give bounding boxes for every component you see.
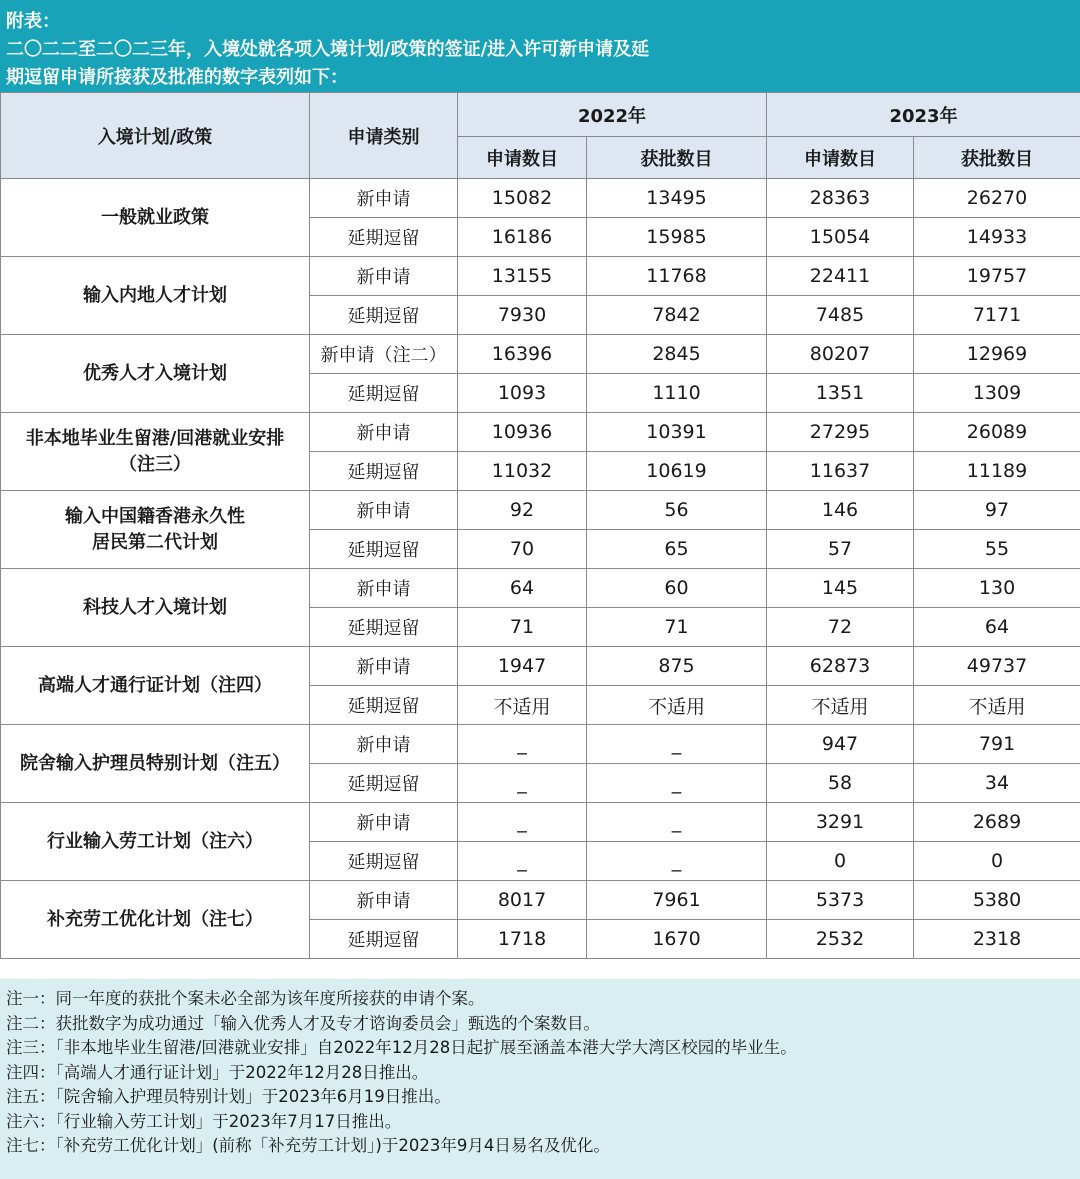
applied-2022-cell: 1718 [458,920,587,959]
header-approved-2022: 获批数目 [587,137,767,179]
header-approved-2023: 获批数目 [914,137,1080,179]
program-name: 院舍输入护理员特别计划（注五） [20,752,290,774]
applied-2022-cell: 7930 [458,296,587,335]
approved-2023-cell: 7171 [914,296,1080,335]
approved-2023-cell: 130 [914,569,1080,608]
category-cell: 新申请 [310,491,458,530]
applied-2023-cell: 28363 [767,179,914,218]
category-cell: 新申请 [310,413,458,452]
applied-2022-cell: 不适用 [458,686,587,725]
header-applied-2023: 申请数目 [767,137,914,179]
approved-2022-cell: _ [587,725,767,764]
approved-2022-cell: 56 [587,491,767,530]
program-name: 输入中国籍香港永久性 [65,505,245,527]
applied-2022-cell: 10936 [458,413,587,452]
applied-2023-cell: 72 [767,608,914,647]
approved-2022-cell: 15985 [587,218,767,257]
category-cell: 延期逗留 [310,452,458,491]
approved-2023-cell: 26089 [914,413,1080,452]
approved-2022-cell: _ [587,803,767,842]
applied-2022-cell: 13155 [458,257,587,296]
table-row [1,257,1080,296]
approved-2022-cell: _ [587,764,767,803]
applied-2023-cell: 145 [767,569,914,608]
category-cell: 延期逗留 [310,374,458,413]
applied-2023-cell: 58 [767,764,914,803]
category-cell: 延期逗留 [310,920,458,959]
program-cell [1,491,310,569]
table-row [1,725,1080,764]
approved-2022-cell: 65 [587,530,767,569]
approved-2022-cell: 2845 [587,335,767,374]
applied-2023-cell: 1351 [767,374,914,413]
program-note: （注三） [119,453,191,475]
category-cell: 延期逗留 [310,764,458,803]
program-cell [1,725,310,803]
program-name: 优秀人才入境计划 [83,362,227,384]
footnote: 注六：「行业输入劳工计划」于2023年7月17日推出。 [6,1111,402,1131]
table-row [1,803,1080,842]
applied-2023-cell: 947 [767,725,914,764]
applied-2023-cell: 57 [767,530,914,569]
footnote: 注二：获批数字为成功通过「输入优秀人才及专才谘询委员会」甄选的个案数目。 [6,1013,600,1033]
program-cell [1,647,310,725]
approved-2022-cell: 1110 [587,374,767,413]
applied-2023-cell: 80207 [767,335,914,374]
footnotes [0,979,1080,1179]
header-year-2022: 2022年 [458,93,767,137]
applied-2022-cell: 11032 [458,452,587,491]
caption-line-2: 二〇二二至二〇二三年，入境处就各项入境计划/政策的签证/进入许可新申请及延 [6,39,650,60]
category-cell: 延期逗留 [310,530,458,569]
approved-2022-cell: 13495 [587,179,767,218]
applied-2022-cell: 16186 [458,218,587,257]
applied-2023-cell: 2532 [767,920,914,959]
program-cell [1,413,310,491]
program-cell [1,179,310,257]
approved-2023-cell: 2318 [914,920,1080,959]
program-name: 补充劳工优化计划（注七） [47,908,263,930]
category-cell: 新申请 [310,179,458,218]
applied-2022-cell: 1093 [458,374,587,413]
footnote: 注一：同一年度的获批个案未必全部为该年度所接获的申请个案。 [6,989,485,1008]
header-applied-2022: 申请数目 [458,137,587,179]
applied-2022-cell: 15082 [458,179,587,218]
table-row [1,491,1080,530]
approved-2022-cell: 11768 [587,257,767,296]
category-cell: 新申请 [310,257,458,296]
applied-2023-cell: 11637 [767,452,914,491]
program-name: 输入内地人才计划 [83,284,227,306]
footnote: 注五：「院舍输入护理员特别计划」于2023年6月19日推出。 [6,1087,451,1106]
approved-2022-cell: 不适用 [587,686,767,725]
applied-2023-cell: 不适用 [767,686,914,725]
table-caption [0,0,1080,92]
approved-2022-cell: 7961 [587,881,767,920]
header-program: 入境计划/政策 [1,93,310,179]
program-cell [1,335,310,413]
approved-2023-cell: 0 [914,842,1080,881]
approved-2023-cell: 不适用 [914,686,1080,725]
approved-2023-cell: 12969 [914,335,1080,374]
approved-2023-cell: 2689 [914,803,1080,842]
category-cell: 新申请（注二） [310,335,458,374]
approved-2023-cell: 11189 [914,452,1080,491]
program-cell [1,803,310,881]
approved-2022-cell: 71 [587,608,767,647]
approved-2022-cell: 1670 [587,920,767,959]
applied-2022-cell: 1947 [458,647,587,686]
approved-2023-cell: 49737 [914,647,1080,686]
applied-2023-cell: 27295 [767,413,914,452]
applied-2023-cell: 62873 [767,647,914,686]
category-cell: 新申请 [310,647,458,686]
approved-2022-cell: 875 [587,647,767,686]
footnote: 注三：「非本地毕业生留港/回港就业安排」自2022年12月28日起扩展至涵盖本港大学大湾区校园的毕业生。 [6,1038,797,1057]
footnote: 注四：「高端人才通行证计划」于2022年12月28日推出。 [6,1062,429,1082]
applied-2023-cell: 3291 [767,803,914,842]
category-cell: 新申请 [310,803,458,842]
applied-2022-cell: 92 [458,491,587,530]
applied-2022-cell: _ [458,725,587,764]
approved-2023-cell: 791 [914,725,1080,764]
applied-2023-cell: 15054 [767,218,914,257]
applied-2023-cell: 146 [767,491,914,530]
category-cell: 延期逗留 [310,218,458,257]
table-row [1,335,1080,374]
applied-2022-cell: 8017 [458,881,587,920]
category-cell: 延期逗留 [310,842,458,881]
approved-2022-cell: 10619 [587,452,767,491]
footnote: 注七：「补充劳工优化计划」(前称「补充劳工计划」)于2023年9月4日易名及优化。 [6,1136,610,1155]
program-note: 居民第二代计划 [92,531,218,553]
category-cell: 新申请 [310,569,458,608]
table-row [1,413,1080,452]
category-cell: 延期逗留 [310,686,458,725]
caption-line-1: 附表： [6,11,60,32]
approved-2023-cell: 1309 [914,374,1080,413]
applied-2023-cell: 7485 [767,296,914,335]
applied-2022-cell: _ [458,803,587,842]
caption-line-3: 期逗留申请所接获及批准的数字表列如下： [6,67,348,88]
table-row [1,881,1080,920]
statistics-table [0,92,1080,959]
category-cell: 新申请 [310,881,458,920]
program-cell [1,257,310,335]
category-cell: 延期逗留 [310,296,458,335]
approved-2023-cell: 19757 [914,257,1080,296]
applied-2022-cell: _ [458,842,587,881]
program-name: 行业输入劳工计划（注六） [47,830,263,852]
applied-2023-cell: 22411 [767,257,914,296]
program-cell [1,569,310,647]
program-name: 高端人才通行证计划（注四） [38,674,272,696]
program-name: 非本地毕业生留港/回港就业安排 [25,427,285,449]
program-name: 科技人才入境计划 [83,596,227,618]
program-name: 一般就业政策 [101,206,209,228]
applied-2022-cell: 70 [458,530,587,569]
approved-2022-cell: 7842 [587,296,767,335]
approved-2023-cell: 34 [914,764,1080,803]
applied-2022-cell: 71 [458,608,587,647]
applied-2022-cell: 16396 [458,335,587,374]
table-row [1,179,1080,218]
table-row [1,569,1080,608]
approved-2022-cell: 60 [587,569,767,608]
approved-2023-cell: 97 [914,491,1080,530]
program-cell [1,881,310,959]
header-category: 申请类别 [310,93,458,179]
approved-2022-cell: 10391 [587,413,767,452]
table-row [1,647,1080,686]
applied-2022-cell: _ [458,764,587,803]
applied-2022-cell: 64 [458,569,587,608]
approved-2023-cell: 5380 [914,881,1080,920]
category-cell: 延期逗留 [310,608,458,647]
approved-2023-cell: 26270 [914,179,1080,218]
category-cell: 新申请 [310,725,458,764]
applied-2023-cell: 0 [767,842,914,881]
approved-2023-cell: 55 [914,530,1080,569]
approved-2022-cell: _ [587,842,767,881]
approved-2023-cell: 64 [914,608,1080,647]
header-year-2023: 2023年 [767,93,1080,137]
approved-2023-cell: 14933 [914,218,1080,257]
applied-2023-cell: 5373 [767,881,914,920]
